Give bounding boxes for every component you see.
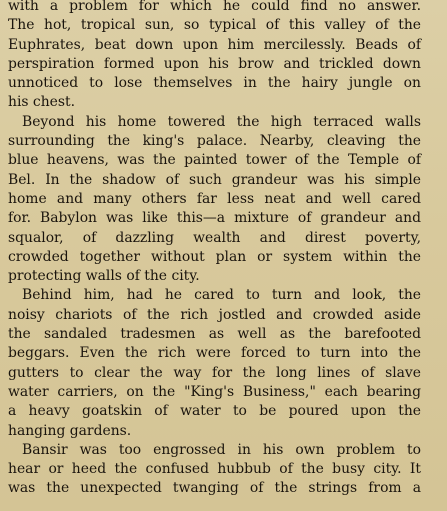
text-line: unnoticed to lose themselves in the hairy jungle on	[8, 75, 421, 92]
text-line: The hot, tropical sun, so typical of this valley of the	[8, 17, 421, 34]
text-line: gutters to clear the way for the long lines of slave	[8, 364, 421, 381]
text-line: Bansir was too engrossed in his own problem to	[22, 441, 421, 458]
text-line: the sandaled tradesmen as well as the barefooted	[8, 326, 421, 343]
text-line: surrounding the king's palace. Nearby, cleaving the	[8, 133, 421, 150]
text-line: Beyond his home towered the high terraced walls	[22, 113, 421, 130]
text-line: blue heavens, was the painted tower of the Temple of	[8, 152, 421, 169]
text-line: squalor, of dazzling wealth and direst poverty,	[8, 229, 421, 246]
text-line: protecting walls of the city.	[8, 268, 200, 285]
text-line: crowded together without plan or system within the	[8, 248, 421, 265]
text-line: beggars. Even the rich were forced to turn into the	[8, 345, 421, 362]
body-text	[8, 0, 421, 499]
text-line: Euphrates, beat down upon him mercilessly. Beads of	[8, 36, 421, 53]
text-line: his chest.	[8, 94, 76, 111]
text-line: for. Babylon was like this—a mixture of grandeur and	[8, 210, 421, 227]
text-line: noisy chariots of the rich jostled and crowded aside	[8, 306, 421, 323]
text-line: was the unexpected twanging of the strings from a	[8, 480, 421, 497]
text-line: water carriers, on the "King's Business," each bearing	[8, 383, 421, 400]
text-line: perspiration formed upon his brow and trickled down	[8, 55, 421, 72]
text-line: Bel. In the shadow of such grandeur was his simple	[8, 171, 421, 188]
text-line: home and many others far less neat and well cared	[8, 190, 421, 207]
text-line: hear or heed the confused hubbub of the busy city. It	[8, 461, 421, 478]
paragraph-1	[8, 0, 421, 113]
text-line: a heavy goatskin of water to be poured upon the	[8, 403, 421, 420]
paragraph-4	[8, 441, 421, 499]
text-line: hanging gardens.	[8, 422, 132, 439]
paragraph-2	[8, 113, 421, 287]
text-line: with a problem for which he could find no answer.	[8, 0, 421, 14]
text-line: Behind him, had he cared to turn and look, the	[22, 287, 421, 304]
paragraph-3	[8, 286, 421, 440]
